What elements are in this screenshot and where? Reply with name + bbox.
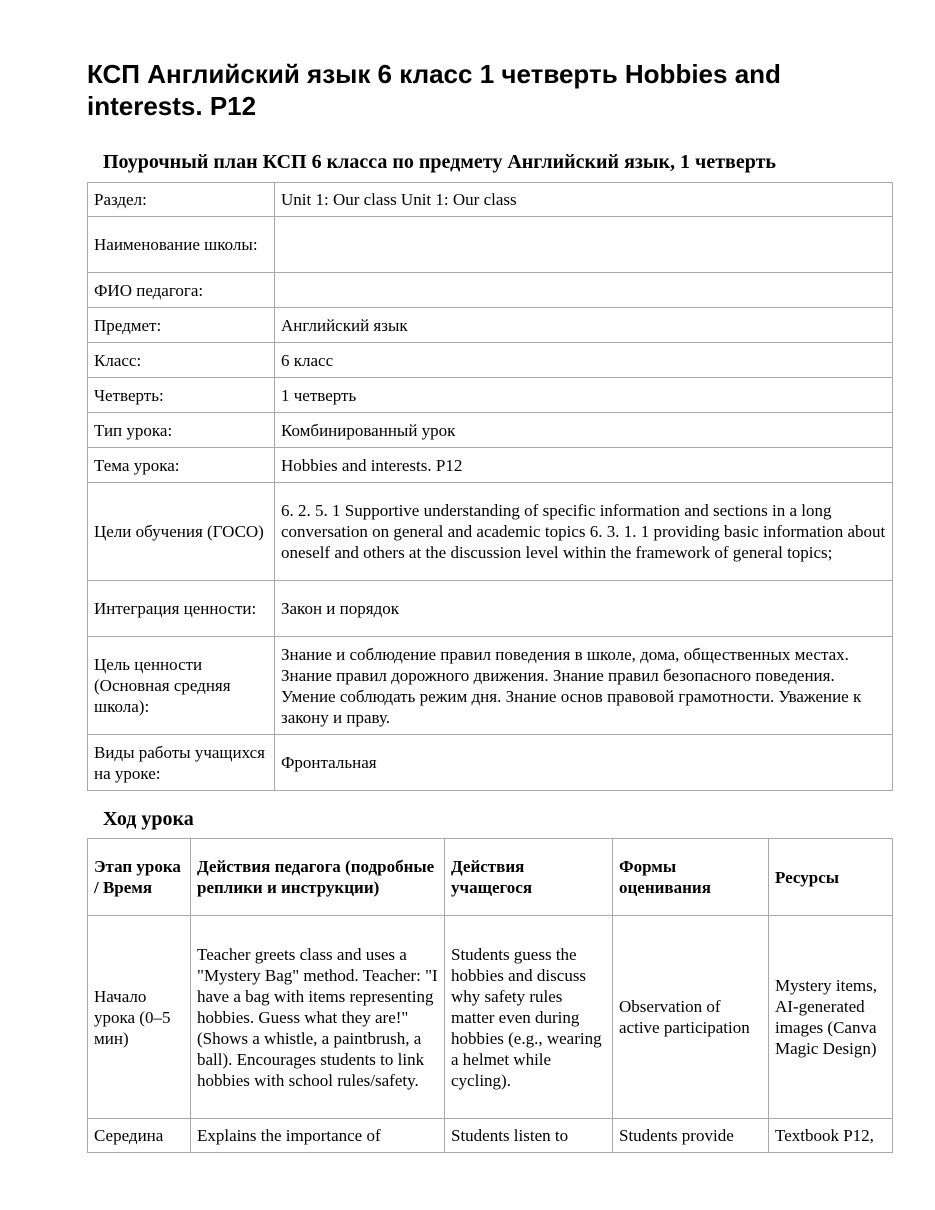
table-row — [88, 448, 893, 483]
table-row — [88, 343, 893, 378]
table-row — [88, 378, 893, 413]
student-actions-cell: Students listen to — [445, 1119, 613, 1153]
assessment-cell: Students provide — [613, 1119, 769, 1153]
teacher-actions-cell: Explains the importance of — [191, 1119, 445, 1153]
table-row — [88, 483, 893, 581]
table-row — [88, 1119, 893, 1153]
page-title: КСП Английский язык 6 класс 1 четверть Hobbies and interests. P12 — [87, 59, 781, 121]
info-key: Цели обучения (ГОСО) — [88, 483, 275, 581]
info-value: Hobbies and interests. P12 — [275, 448, 893, 483]
info-key: Предмет: — [88, 308, 275, 343]
info-value: 6 класс — [275, 343, 893, 378]
table-row — [88, 916, 893, 1119]
info-key: Раздел: — [88, 183, 275, 217]
table-header-row — [88, 839, 893, 916]
stage-cell: Середина — [88, 1119, 191, 1153]
table-row — [88, 308, 893, 343]
stage-cell: Начало урока (0–5 мин) — [88, 916, 191, 1119]
resources-cell: Textbook P12, — [769, 1119, 893, 1153]
table-row — [88, 413, 893, 448]
info-key: ФИО педагога: — [88, 273, 275, 308]
info-value: 1 четверть — [275, 378, 893, 413]
info-value: Закон и порядок — [275, 581, 893, 637]
info-value — [275, 217, 893, 273]
info-key: Тема урока: — [88, 448, 275, 483]
table-row — [88, 581, 893, 637]
info-key: Виды работы учащихся на уроке: — [88, 735, 275, 791]
info-value: Фронтальная — [275, 735, 893, 791]
info-value: Английский язык — [275, 308, 893, 343]
info-key: Класс: — [88, 343, 275, 378]
info-key: Четверть: — [88, 378, 275, 413]
info-key: Наименование школы: — [88, 217, 275, 273]
info-key: Цель ценности (Основная средняя школа): — [88, 637, 275, 735]
lesson-info-table — [87, 182, 893, 791]
column-header: Этап урока / Время — [88, 839, 191, 916]
column-header: Ресурсы — [769, 839, 893, 916]
assessment-cell: Observation of active participation — [613, 916, 769, 1119]
info-key: Тип урока: — [88, 413, 275, 448]
student-actions-cell: Students guess the hobbies and discuss why safety rules matter even during hobbies (e.g., wearing a helmet while cycling). — [445, 916, 613, 1119]
lesson-flow-table — [87, 838, 893, 1153]
info-value: 6. 2. 5. 1 Supportive understanding of specific information and sections in a long conversation on general and academic topics 6. 3. 1. 1 providing basic information about oneself and others at the discussion level within the framework of general topics; — [275, 483, 893, 581]
table-row — [88, 217, 893, 273]
plan-heading: Поурочный план КСП 6 класса по предмету Английский язык, 1 четверть — [103, 151, 776, 173]
info-value: Unit 1: Our class Unit 1: Our class — [275, 183, 893, 217]
table-row — [88, 183, 893, 217]
column-header: Формы оценивания — [613, 839, 769, 916]
info-value: Знание и соблюдение правил поведения в школе, дома, общественных местах. Знание правил дорожного движения. Знание правил безопасного поведения. Умение соблюдать режим дня. Знание основ правовой грамотности. Уважение к закону и праву. — [275, 637, 893, 735]
info-key: Интеграция ценности: — [88, 581, 275, 637]
info-value — [275, 273, 893, 308]
column-header: Действия педагога (подробные реплики и инструкции) — [191, 839, 445, 916]
resources-cell: Mystery items, AI-generated images (Canva Magic Design) — [769, 916, 893, 1119]
info-value: Комбинированный урок — [275, 413, 893, 448]
table-row — [88, 735, 893, 791]
document-page — [87, 58, 893, 1153]
lesson-heading: Ход урока — [103, 808, 194, 830]
table-row — [88, 273, 893, 308]
table-row — [88, 637, 893, 735]
column-header: Действия учащегося — [445, 839, 613, 916]
teacher-actions-cell: Teacher greets class and uses a "Mystery Bag" method. Teacher: "I have a bag with items representing hobbies. Guess what they are!" (Shows a whistle, a paintbrush, a ball). Encourages students to link hobbies with school rules/safety. — [191, 916, 445, 1119]
